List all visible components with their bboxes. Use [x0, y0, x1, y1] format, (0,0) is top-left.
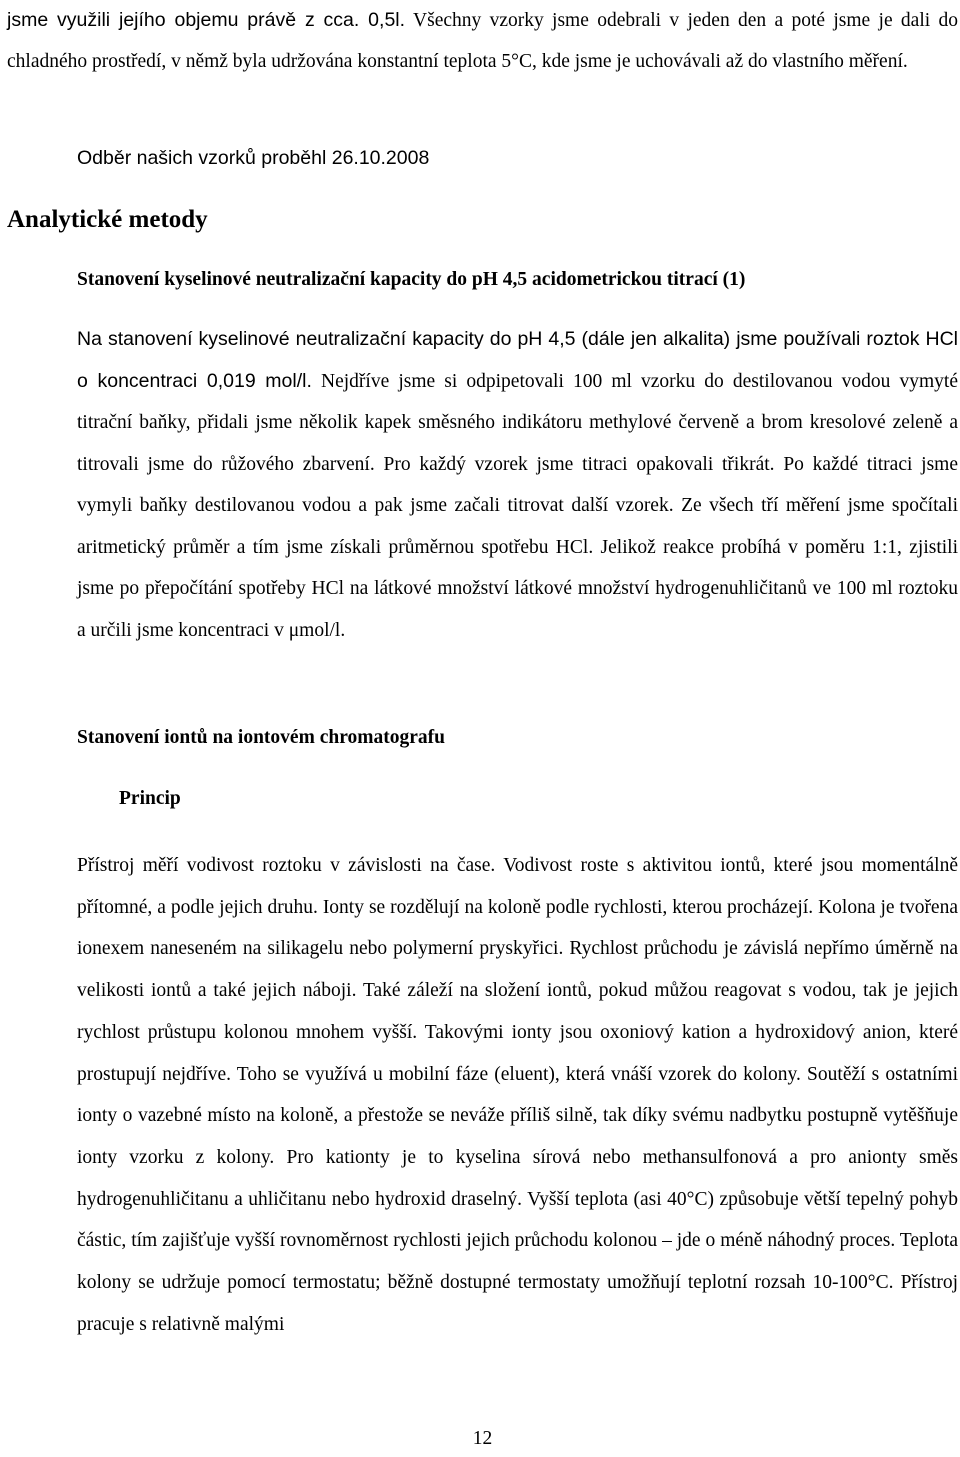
page-number: 12 — [472, 1428, 493, 1449]
alkalinity-heading: Stanovení kyselinové neutralizační kapacity do pH 4,5 acidometrickou titrací (1) — [77, 269, 746, 290]
principle-sentence: Pro kationty je to kyselina sírová nebo methansulfonová a pro anionty směs hydrogenuhličitanu a uhličitanu nebo hydroxid draselný. — [77, 1146, 958, 1210]
principle-sentence: Takovými ionty jsou oxoniový kation a hydroxidový anion, které prostupují nejdříve. — [77, 1021, 958, 1085]
intro-paragraph — [7, 0, 958, 82]
alkalinity-sentence: Ze všech tří měření jsme spočítali aritmetický průměr a tím jsme získali průměrnou spotřebu HCl. — [77, 495, 958, 558]
alkalinity-sentence: Na stanovení kyselinové neutralizační kapacity do pH 4,5 (dále jen alkalita) jsme používali roztok HCl o koncentraci 0,019 mol/l. — [77, 328, 958, 392]
principle-sentence: Kolona je tvořena ionexem naneseném na silikagelu nebo polymerní pryskyřici. Rychlost průchodu je závislá nepřímo úměrně na velikosti iontů a také jejich náboji. — [77, 896, 958, 1002]
intro-sentence: Všechny vzorky jsme odebrali v jeden den a poté jsme je dali do chladného prostředí, v němž byla udržována konstantní teplota 5°C, kde jsme je uchovávali až do vlastního měření. — [7, 10, 958, 72]
alkalinity-sentence: Jelikož reakce probíhá v poměru 1:1, zjistili jsme po přepočítání spotřeby HCl na látkové množství látkové množství hydrogenuhličitanů ve 100 ml roztoku a určili jsme koncentraci v μmol/l. — [77, 536, 959, 641]
document-page — [7, 0, 958, 1457]
principle-sentence: Teplota kolony se udržuje pomocí termostatu; běžně dostupné termostaty umožňují teplotní rozsah 10-100°C. — [77, 1230, 958, 1294]
principle-sentence: Ionty se rozdělují na koloně podle rychlosti, kterou procházejí. — [317, 896, 814, 918]
principle-heading: Princip — [119, 788, 181, 809]
section-title: Analytické metody — [7, 206, 208, 233]
alkalinity-paragraph — [7, 319, 958, 651]
intro-sentence: jsme využili jejího objemu právě z cca. 0,5l. — [7, 9, 406, 31]
sampling-date-line: Odběr našich vzorků proběhl 26.10.2008 — [77, 147, 430, 169]
alkalinity-sentence: Pro každý vzorek jsme titraci opakovali třikrát. — [374, 453, 775, 475]
principle-sentence: Přístroj měří vodivost roztoku v závislosti na čase. — [77, 855, 496, 876]
principle-paragraph — [7, 845, 958, 1345]
principle-sentence: Vyšší teplota (asi 40°C) způsobuje větší tepelný pohyb částic, tím zajišťuje vyšší rovnoměrnost rychlosti jejich průchodu kolonou – jde o méně náhodný proces. — [77, 1188, 958, 1252]
principle-sentence: Také záleží na složení iontů, pokud můžou reagovat s vodou, tak je jejich rychlost průstupu kolonou mnohem vyšší. — [77, 980, 959, 1043]
alkalinity-sentence: Po každé titraci jsme vymyli baňky destilovanou vodou a pak jsme začali titrovat další vzorek. — [77, 453, 958, 516]
principle-sentence: Soutěží s ostatními ionty o vazebné místo na koloně, a přestože se neváže příliš silně, tak díky svému nadbytku postupně vytěšňuje ionty vzorku z kolony. — [77, 1063, 958, 1168]
principle-sentence: Toho se využívá u mobilní fáze (eluent), která vnáší vzorek do kolony. — [231, 1063, 801, 1085]
alkalinity-sentence: Nejdříve jsme si odpipetovali 100 ml vzorku do destilovanou vodou vymyté titrační baňky, přidali jsme několik kapek směsného indikátoru methylové červeně a brom kresolové zeleně a titrovali jsme do růžového zbarvení. — [77, 370, 958, 475]
principle-sentence: Vodivost roste s aktivitou iontů, které jsou momentálně přítomné, a podle jejich druhu. — [77, 855, 958, 918]
ion-chromatography-heading: Stanovení iontů na iontovém chromatografu — [77, 727, 445, 748]
principle-sentence: Přístroj pracuje s relativně malými — [77, 1272, 958, 1335]
